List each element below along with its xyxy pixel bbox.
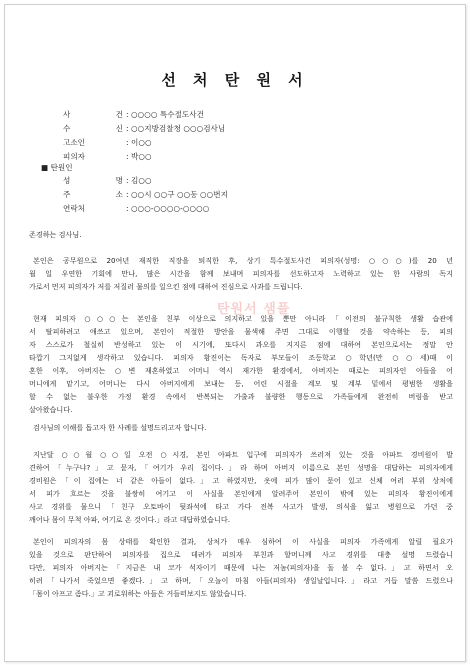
field-label: 연락처 (63, 204, 86, 213)
greeting: 존경하는 검사님. (29, 230, 82, 239)
field-label: 주 소 (63, 190, 123, 199)
field-value: ○○지방검찰청 ○○○검사님 (131, 124, 226, 133)
paragraph-2 (29, 312, 453, 416)
paragraph-line: 타깝기 그지없게 생각하고 있습니다. 피의자 황진이는 독자로 부모들이 조등학교 ○학년(만 ○○세)때 이 (29, 353, 453, 362)
paragraph-line: 월 일 우연한 기회에 만나, 많은 시간을 함께 보내며 피의자를 선도하고자 노력하고 있는 한 사람의 독지 (29, 269, 453, 278)
field-label: 피의자 (63, 152, 86, 161)
document-page: 탄원서 샘플 선 처 탄 원 서 사 건 : ○○○○ 특수절도사건 수 신 : ○○지방검찰청 ○○○검사님 고소인 : 이○○ 피의자 : 박○○ ■ 탄원인 성 명 : 김○○ 주 소 : ○○시 ○○구 ○○동 ○○번지 연락처 : ○○○-○○○○-○○○○ 존경하는 검사님. 본인은 공무원으로 20여년 재직한 직장을 퇴직한 후, 상기 특수절도사건 피의자(성명: ○○○)를 20 년 월 일 우연한 기회에 만나, 많은 시간을 함께 보내며 피의자를 선도하고자 노력하고 있는 한 사람의 독지 가로서 먼저 피의자가 저를 저질러 물의를 일으킨 점에 대하여 진심으로 사과를 드립니다. 현재 피의자 ○○○는 본인을 친부 이상으로 의지하고 있을 뿐만 아니라「이전의 불규칙한 생활 습관에 서 탈피하려고 애쓰고 있으며, 본인이 적절한 방안을 물색해 주면 그대로 이행할 것을 약속하는 등, 피의 자 스스로가 철실히 반성하고 있는 이 시기에, 또다시 과오를 지지른 점에 대하여 본인으로서는 정말 안 타깝기 그지없게 생각하고 있습니다. 피의자 황진이는 독자로 부모들이 조등학교 ○학년(만 ○○세)때 이 혼한 이후, 아버지는 ○변 재혼하였고 어머니 역시 재가한 환경에서, 아버지는 때로는 피의자인 아들을 어 머니에게 맡기고, 어머니는 다시 아버지에게 보내는 등, 어린 시절을 계모 및 계부 밑에서 평범한 생활을 할 수 없는 불우한 가정 환경 속에서 반복되는 가출과 불량한 행동으로 가족들에게 완전히 버림을 받고 살아왔습니다. 검사님의 이해를 돕고자 한 사례를 설명드리고자 합니다. 지난달 ○○월 ○○일 오전 ○시경, 본인 아파트 입구에 피의자가 쓰러져 있는 것을 아파트 경비원이 발 견하여「누구냐?」고 묻자,「여기가 우리 집이다.」라 하며 아버지 이름으로 본인 성명을 대답하는 피의자에게 경비원은「이 집에는 너 같은 아들이 없다.」고 하였지만, 옷에 피가 많이 묻어 있고 신체 여러 부위 상처에 서 피가 흐르는 것을 불쌍히 여기고 이 사실을 본인에게 알려주어 본인이 밖에 있는 피의자 황진이에게 사고 경위를 물으니「친구 오토바이 뒷좌석에 타고 가다 전복 사고가 발생, 의식을 잃고 병원으로 가던 중 깨어나 몸이 무척 아파, 여기로 온 것이다.」라고 대답하였습니다. 본인이 피의자의 몸 상태를 확인한 결과, 상처가 매우 심하여 이 사실을 피의자 가족에게 알릴 필요가 있을 것으로 판단하여 피의자를 집으로 데려가 피의자 부친과 할머니께 사고 경위를 대충 설명 드렸습니 다만, 피의자 아버지는「지금은 내 코가 석자이기 때문에 나는 저놈(피의자)을 돌 볼 수 없다.」고 하면서 오 히려「나가서 죽었으면 좋겠다.」고 하며,「오늘이 마침 아들(피의자) 생일날입니다.」라고 거듭 말씀 드렸으나 「몸이 아프고 좀다.」고 괴로워하는 아들은 거들떠보지도 않았습니다. (4, 4, 466, 662)
field-value: ○○시 ○○구 ○○동 ○○번지 (131, 190, 228, 199)
paragraph-line: 히려「나가서 죽었으면 좋겠다.」고 하며,「오늘이 마침 아들(피의자) 생일날입니다.」라고 거듭 말씀 드렸으나 (29, 576, 453, 585)
field-label: 고소인 (63, 138, 86, 147)
paragraph-line: 지난달 ○○월 ○○일 오전 ○시경, 본인 아파트 입구에 피의자가 쓰러져 있는 것을 아파트 경비원이 발 (33, 450, 453, 459)
paragraph-line: 서 피가 흐르는 것을 불쌍히 여기고 이 사실을 본인에게 알려주어 본인이 밖에 있는 피의자 황진이에게 (29, 489, 453, 498)
document-title: 선 처 탄 원 서 (161, 71, 309, 89)
watermark: 탄원서 샘플 (217, 302, 291, 317)
paragraph-line: 본인이 피의자의 몸 상태를 확인한 결과, 상처가 매우 심하여 이 사실을 피의자 가족에게 알릴 필요가 (33, 537, 453, 546)
paragraph-line: 사고 경위를 물으니「친구 오토바이 뒷좌석에 타고 가다 전복 사고가 발생, 의식을 잃고 병원으로 가던 중 (29, 502, 453, 511)
paragraph-1 (29, 254, 453, 293)
field-value: ○○○○ 특수절도사건 (131, 110, 204, 119)
paragraph-line: 자 스스로가 철실히 반성하고 있는 이 시기에, 또다시 과오를 지지른 점에 대하여 본인으로서는 정말 안 (29, 340, 453, 349)
paragraph-line: 할 수 없는 불우한 가정 환경 속에서 반복되는 가출과 불량한 행동으로 가족들에게 완전히 버림을 받고 (29, 392, 453, 401)
paragraph-line: 서 탈피하려고 애쓰고 있으며, 본인이 적절한 방안을 물색해 주면 그대로 이행할 것을 약속하는 등, 피의 (29, 327, 453, 336)
petitioner-section-label: ■ 탄원인 (41, 163, 73, 172)
paragraph-line: 있을 것으로 판단하여 피의자를 집으로 데려가 피의자 부친과 할머니께 사고 경위를 대충 설명 드렸습니 (29, 550, 453, 559)
paragraph-line: 머니에게 맡기고, 어머니는 다시 아버지에게 보내는 등, 어린 시절을 계모 및 계부 밑에서 평범한 생활을 (29, 379, 453, 388)
field-label: 성 명 (63, 176, 123, 185)
field-value: 이○○ (131, 138, 152, 147)
paragraph-line: 살아왔습니다. (29, 405, 73, 414)
paragraph-line: 깨어나 몸이 무척 아파, 여기로 온 것이다.」라고 대답하였습니다. (29, 515, 230, 524)
paragraph-line: 검사님의 이해를 돕고자 한 사례를 설명드리고자 합니다. (33, 423, 207, 432)
paragraph-line: 가로서 먼저 피의자가 저를 저질러 물의를 일으킨 점에 대하여 진심으로 사과를 드립니다. (29, 282, 303, 291)
paragraph-3 (29, 421, 453, 434)
field-label: 수 신 (63, 124, 123, 133)
paragraph-5 (29, 535, 453, 600)
field-value: ○○○-○○○○-○○○○ (131, 204, 210, 213)
field-value: 김○○ (131, 176, 152, 185)
paragraph-line: 다만, 피의자 아버지는「지금은 내 코가 석자이기 때문에 나는 저놈(피의자)을 돌 볼 수 없다.」고 하면서 오 (29, 563, 453, 572)
paragraph-line: 현재 피의자 ○○○는 본인을 친부 이상으로 의지하고 있을 뿐만 아니라「이전의 불규칙한 생활 습관에 (33, 314, 453, 323)
paragraph-line: 혼한 이후, 아버지는 ○변 재혼하였고 어머니 역시 재가한 환경에서, 아버지는 때로는 피의자인 아들을 어 (29, 366, 453, 375)
paragraph-line: 「몸이 아프고 좀다.」고 괴로워하는 아들은 거들떠보지도 않았습니다. (29, 589, 247, 598)
field-label: 사 건 (63, 110, 123, 119)
paragraph-line: 경비원은「이 집에는 너 같은 아들이 없다.」고 하였지만, 옷에 피가 많이 묻어 있고 신체 여러 부위 상처에 (29, 476, 453, 485)
paragraph-line: 견하여「누구냐?」고 묻자,「여기가 우리 집이다.」라 하며 아버지 이름으로 본인 성명을 대답하는 피의자에게 (29, 463, 453, 472)
paragraph-4 (29, 448, 453, 526)
paragraph-line: 본인은 공무원으로 20여년 재직한 직장을 퇴직한 후, 상기 특수절도사건 피의자(성명: ○○○)를 20 년 (33, 256, 453, 265)
field-value: 박○○ (131, 152, 152, 161)
